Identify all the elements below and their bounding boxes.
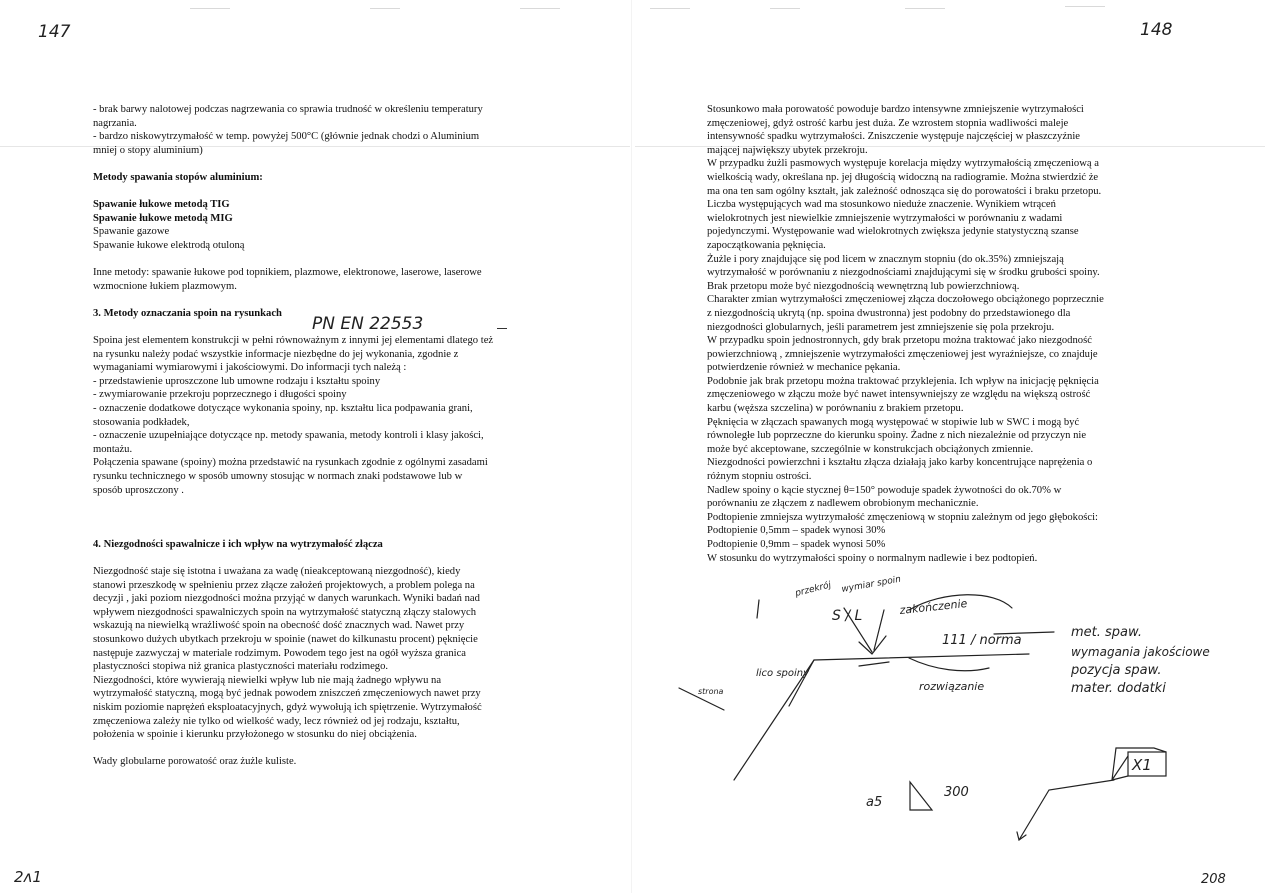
fillet-triangle-icon	[910, 782, 932, 810]
text-line: Podtopienie zmniejsza wytrzymałość zmęczeniową w stopniu zależnym od jego głębokości:	[707, 511, 1098, 523]
text-line: Połączenia spawane (spoiny) można przedstawić na rysunkach zgodnie z ogólnymi zasadami	[93, 457, 488, 469]
handwritten-dash	[497, 328, 507, 329]
section-heading: Metody spawania stopów aluminium:	[93, 171, 263, 183]
text-line: Liczba występujących wad ma stosunkowo nieduże znaczenie. Wynikiem wtrąceń	[707, 199, 1056, 211]
right-page-text	[707, 103, 1207, 565]
text-line: - przedstawienie uproszczone lub umowne rodzaju i kształtu spoiny	[93, 375, 381, 387]
sketch-stroke	[874, 610, 884, 650]
text-line: stosowania podkładek,	[93, 416, 190, 428]
text-line: Wady globularne porowatość oraz żużle kuliste.	[93, 756, 297, 768]
text-line: może być akceptowane, szczególnie w konstrukcjach obciążonych zmiennie.	[707, 443, 1034, 455]
text-line: plastyczności stopiwa niż granica plastyczności materiału rodzimego.	[93, 661, 389, 673]
text-line: Stosunkowo mała porowatość powoduje bardzo intensywne zmniejszenie wytrzymałości	[707, 104, 1084, 115]
text-line: stanowi przeszkodę w spełnieniu przez złącze założeń projektowych, a problem polega na	[93, 579, 475, 591]
text-line: W przypadku żużli pasmowych występuje korelacja między wytrzymałością zmęczeniową a	[707, 158, 1099, 170]
text-line: nagrzania.	[93, 117, 137, 129]
text-line: Niezgodności, które wywierają niewielki wpływ lub nie mają żadnego wpływu na	[93, 674, 442, 686]
text-line: Niezgodności powierzchni i kształtu złącza działają jako karby koncentrujące naprężenia o	[707, 457, 1093, 469]
text-line: sposób uproszczony .	[93, 484, 184, 496]
text-line: intensywność spadku wytrzymałości. Zniszczenie występuje najczęściej w płaszczyźnie	[707, 131, 1081, 143]
text-line: karbu (węższa szczelina) w porównaniu z brakiem przetopu.	[707, 403, 964, 415]
sketch-label: a5	[866, 795, 883, 810]
text-line: W stosunku do wytrzymałości spoiny o normalnym nadlewie i bez podtopień.	[707, 552, 1038, 564]
text-line: zmęczeniowa zależy nie tylko od wielkość wady, lecz również od jej rodzaju, kształtu,	[93, 715, 460, 727]
sketch-label: wymiar spoin	[840, 574, 902, 595]
text-line: ma ona ten sam ogólny kształt, jak zależność odnosząca się do porowatości i braku przetopu.	[707, 185, 1102, 197]
text-line: z niezgodnością ukrytą (np. spoina dwustronna) jest podobny do przedstawionego dla	[707, 307, 1071, 319]
sketch-stroke	[859, 662, 889, 666]
text-line: zmęczeniowej, gdyż ostrość karbu jest duża. Ze wzrostem stopnia wadliwości maleje	[707, 117, 1069, 129]
text-line: Brak przetopu może być niezgodnością wewnętrzną lub powierzchniową.	[707, 280, 1020, 292]
left-page	[0, 0, 632, 893]
text-line: Inne metody: spawanie łukowe pod topnikiem, plazmowe, elektronowe, laserowe, laserowe	[93, 267, 482, 279]
page-number-bottom: 208	[1201, 872, 1226, 887]
text-line: zmęczeniowego w złączu może być nawet intensywniejszy ze względu na większą ostrość	[707, 389, 1091, 401]
reference-line-arrow	[789, 660, 814, 706]
page-number-top: 147	[38, 22, 71, 42]
text-line: wytrzymałość statyczną, mogą być jednak powodem zniszczeń zmęczeniowych nawet przy	[93, 688, 481, 700]
sketch-label: zakończenie	[898, 596, 968, 617]
text-line: - bardzo niskowytrzymałość w temp. powyżej 500°C (głównie jednak chodzi o Aluminium	[93, 131, 480, 143]
text-line: Spoina jest elementem konstrukcji w pełni równoważnym z innymi jej elementami dlatego też	[93, 335, 494, 347]
text-line: pojedynczymi. Występowanie wad wielokrotnych zwiększa jedynie statystyczną szanse	[707, 226, 1079, 238]
text-line: zapoczątkowania pęknięcia.	[707, 239, 826, 251]
sketch-label: S / L	[832, 608, 863, 624]
sketch-label: strona	[698, 687, 724, 696]
text-line: niskim poziomie naprężeń eksploatacyjnych, gdyż wywołują ich spiętrzenie. Wytrzymałość	[93, 701, 482, 713]
sketch-stroke	[757, 600, 759, 618]
sketch-label: X1	[1132, 756, 1152, 774]
text-line: Podtopienie 0,9mm – spadek wynosi 50%	[707, 539, 886, 550]
arrow-line-x1	[1019, 780, 1114, 840]
margin-note: wymagania jakościowe	[1071, 645, 1210, 659]
text-line: mającej największy ubytek przekroju.	[707, 144, 868, 156]
sketch-label: 300	[944, 785, 969, 800]
text-line: decyzji , jaki poziom niezgodności można przyjąć w danych warunkach. Wyniki badań nad	[93, 593, 480, 605]
text-line: wpływem niezgodności spawalniczych spoin na wytrzymałość statyczną złączy stalowych	[93, 606, 477, 618]
text-line: wskazują na niewielką wrażliwość spoin na obecność dość znacznych wad. Nawet przy	[93, 620, 465, 632]
page-number-top: 148	[1140, 20, 1173, 40]
text-line: Żużle i pory znajdujące się pod licem w znacznym stopniu (do ok.35%) zmniejszają	[707, 253, 1064, 265]
text-line: Nadlew spoiny o kącie stycznej θ=150° powoduje spadek żywotności do ok.70% w	[707, 484, 1062, 496]
text-line: - zwymiarowanie przekroju poprzecznego i długości spoiny	[93, 389, 347, 401]
text-line: Podobnie jak brak przetopu można traktować przyklejenia. Ich wpływ na inicjację pęknięcia	[707, 375, 1099, 387]
text-line: Charakter zmian wytrzymałości zmęczeniowej złącza doczołowego obciążonego poprzecznie	[707, 294, 1104, 306]
text-line: Pęknięcia w złączach spawanych mogą występować w stopiwie lub w SWC i mogą być	[707, 416, 1080, 428]
weld-symbol-sketch	[634, 570, 1267, 870]
text-line: położenia w spoinie i kierunku przyłożonego w stosunku do niej obciążenia.	[93, 729, 417, 741]
margin-note: pozycja spaw.	[1071, 663, 1162, 678]
text-line: stosunkowo dużych ubytkach przekroju w spoinie (nawet do kilkunastu procent) pęknięcie	[93, 633, 478, 645]
text-line: W przypadku spoin jednostronnych, gdy brak przetopu można traktować jako niezgodność	[707, 335, 1092, 347]
text-line: Spawanie gazowe	[93, 226, 170, 238]
text-line: mniej o stopy aluminium)	[93, 144, 203, 156]
text-line: równoległe lub poprzeczne do kierunku spoiny. Żadne z nich niezależnie od przyczyn nie	[707, 430, 1087, 442]
handwritten-standard-note: PN EN 22553	[312, 314, 424, 334]
text-line: na rysunku należy podać wszystkie informacje niezbędne do jej wykonania, zgodnie z	[93, 348, 459, 360]
text-line: wielokrotnych jest niewielkie zmniejszenie wytrzymałości w porównaniu z wadami	[707, 212, 1063, 224]
right-page	[634, 0, 1267, 893]
text-line: - oznaczenie dodatkowe dotyczące wykonania spoiny, np. kształtu lica podpawania grani,	[93, 403, 473, 415]
text-line: Spawanie łukowe elektrodą otuloną	[93, 239, 245, 251]
sketch-label: przekrój	[794, 580, 833, 599]
margin-note: met. spaw.	[1071, 625, 1142, 640]
text-line: wymaganiami wymiarowymi i jakościowymi. Do informacji tych należą :	[93, 362, 407, 374]
text-line: Podtopienie 0,5mm – spadek wynosi 30%	[707, 525, 886, 537]
text-line: powierzchniową , zmniejszenie wytrzymałości zmęczeniowej jest wyraźniejsze, co znajduje	[707, 348, 1098, 360]
text-line: następuje zazwyczaj w materiale rodzimym. Powodem tego jest na ogół wyższa granica	[93, 647, 466, 659]
text-line: montażu.	[93, 443, 133, 455]
section-heading: 4. Niezgodności spawalnicze i ich wpływ na wytrzymałość złącza	[93, 538, 383, 550]
text-line: potwierdzenie również w mechanice pękania.	[707, 362, 901, 374]
page-number-bottom: 2ᴧ1	[14, 868, 42, 886]
text-line: wytrzymałość w porównaniu z niezgodnościami znajdującymi się w środku grubości spoiny.	[707, 267, 1100, 279]
text-line: Niezgodność staje się istotna i uważana za wadę (nieakceptowaną niezgodność), kiedy	[93, 566, 461, 577]
margin-note: mater. dodatki	[1071, 681, 1166, 696]
sketch-stroke	[909, 658, 989, 671]
text-line: rysunku technicznego w sposób umowny stosując w normach znaki podstawowe lub w	[93, 471, 463, 483]
text-line: różnym stopniu ostrości.	[707, 471, 812, 483]
text-line: Spawanie łukowe metodą MIG	[93, 212, 233, 224]
section-heading: 3. Metody oznaczania spoin na rysunkach	[93, 307, 282, 319]
sketch-label: rozwiązanie	[919, 680, 985, 693]
sketch-label: 111 / norma	[942, 633, 1022, 648]
text-line: - brak barwy nalotowej podczas nagrzewania co sprawia trudność w określeniu temperatury	[93, 104, 483, 115]
text-line: wielkością wady, określana np. jej długością widoczną na radiogramie. Można stwierdzić że	[707, 171, 1099, 183]
text-line: - oznaczenie uzupełniające dotyczące np. metody spawania, metody kontroli i klasy jakości,	[93, 430, 484, 442]
text-line: niezgodności globularnych, jeśli parametrem jest zmniejszenie się pola przekroju.	[707, 321, 1055, 333]
text-line: Spawanie łukowe metodą TIG	[93, 199, 230, 211]
left-page-text	[93, 103, 563, 769]
text-line: wzmocnione łukiem plazmowym.	[93, 280, 237, 292]
text-line: porównaniu ze złączem z nadlewem obrobionym mechanicznie.	[707, 498, 979, 510]
sketch-label: lico spoiny	[756, 668, 810, 679]
